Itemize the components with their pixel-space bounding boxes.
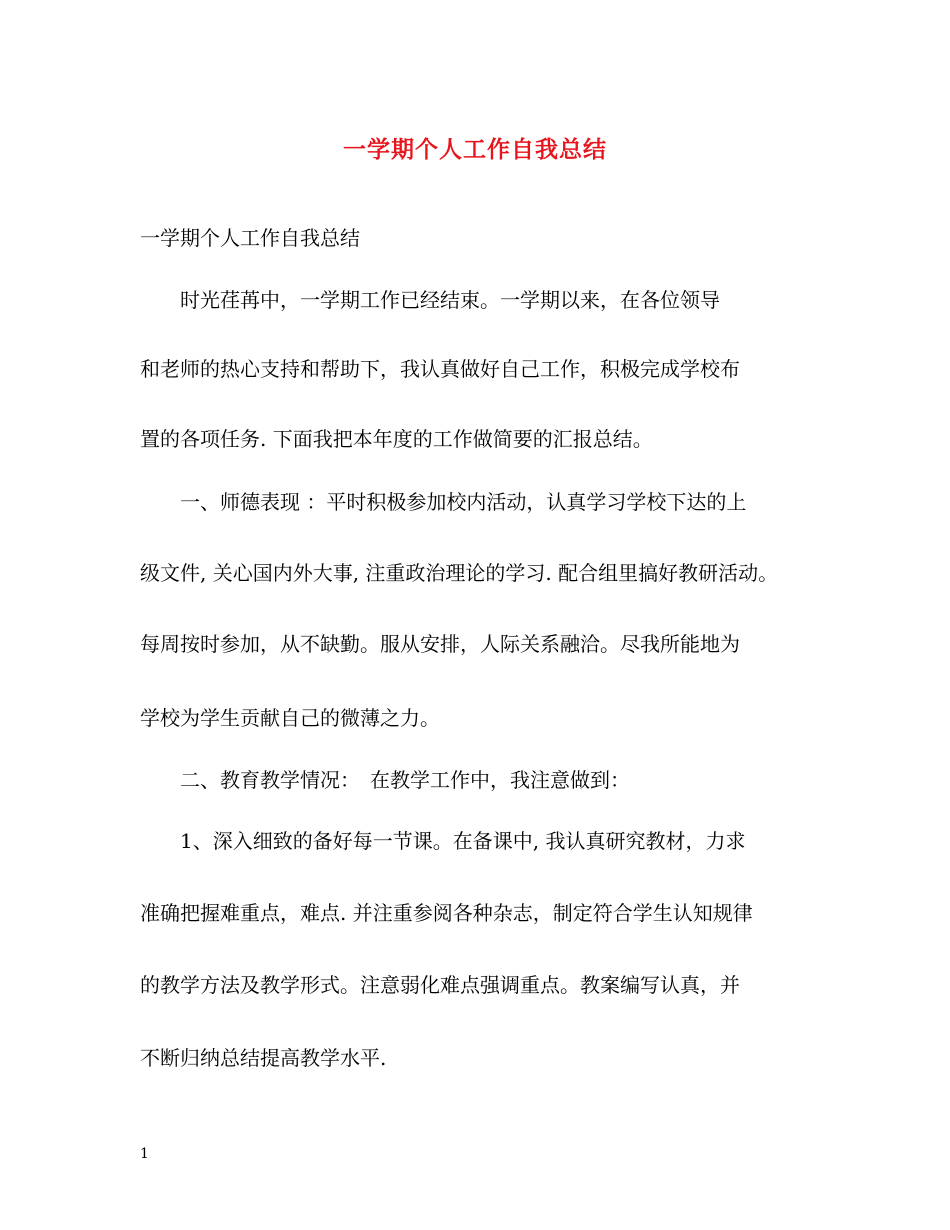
body-line: 1、深入细致的备好每一节课。在备课中, 我认真研究教材，力求: [140, 829, 746, 853]
body-line: 时光荏苒中，一学期工作已经结束。一学期以来，在各位领导: [140, 288, 720, 312]
body-line: 不断归纳总结提高教学水平.: [140, 1046, 387, 1070]
document-title: 一学期个人工作自我总结: [343, 136, 607, 163]
body-line: 的教学方法及教学形式。注意弱化难点强调重点。教案编写认真，并: [140, 973, 740, 997]
body-line: 二、教育教学情况： 在教学工作中，我注意做到：: [140, 768, 630, 792]
page-number: 1: [140, 1146, 149, 1162]
body-line: 和老师的热心支持和帮助下，我认真做好自己工作，积极完成学校布: [140, 357, 740, 381]
body-line: 一、师德表现 ：平时积极参加校内活动，认真学习学校下达的上: [140, 490, 747, 514]
body-line: 学校为学生贡献自己的微薄之力。: [140, 706, 440, 730]
body-line: 置的各项任务. 下面我把本年度的工作做简要的汇报总结。: [140, 427, 653, 451]
document-subtitle: 一学期个人工作自我总结: [140, 226, 360, 250]
body-line: 每周按时参加，从不缺勤。服从安排，人际关系融洽。尽我所能地为: [140, 632, 740, 656]
body-line: 级文件, 关心国内外大事, 注重政治理论的学习. 配合组里搞好教研活动。: [140, 561, 779, 585]
body-line: 准确把握难重点，难点. 并注重参阅各种杂志，制定符合学生认知规律: [140, 901, 753, 925]
